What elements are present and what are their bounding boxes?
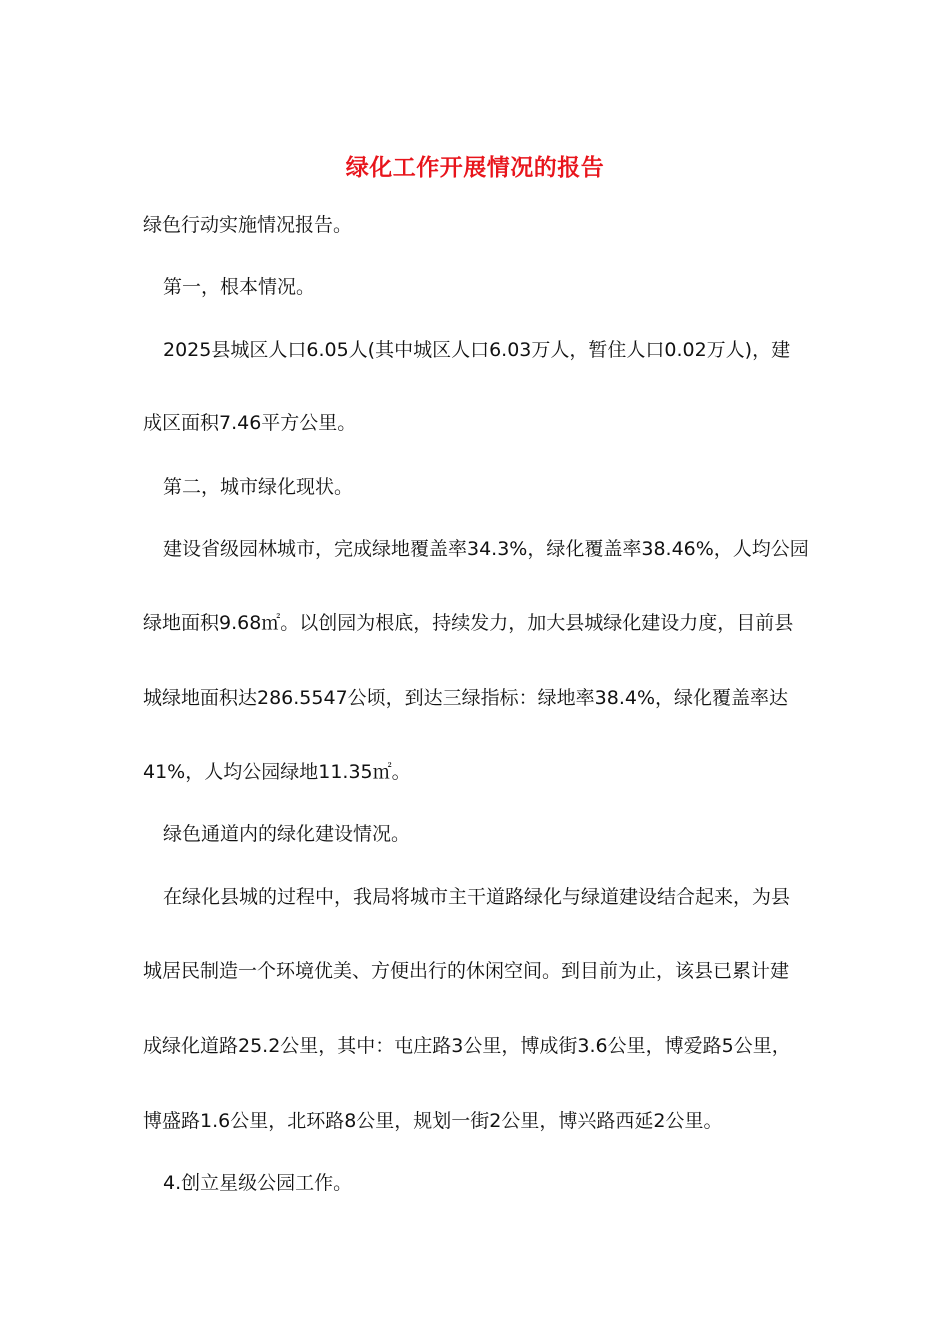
section-heading: 第二，城市绿化现状。 bbox=[163, 476, 354, 498]
paragraph-line: 成区面积7.46平方公里。 bbox=[143, 412, 357, 434]
section-heading: 绿色通道内的绿化建设情况。 bbox=[163, 823, 411, 845]
paragraph-line: 在绿化县城的过程中，我局将城市主干道路绿化与绿道建设结合起来，为县 bbox=[163, 886, 791, 908]
section-heading: 4.创立星级公园工作。 bbox=[163, 1172, 353, 1194]
paragraph-line: 建设省级园林城市，完成绿地覆盖率34.3%，绿化覆盖率38.46%，人均公园 bbox=[163, 538, 809, 560]
paragraph-line: 绿地面积9.68㎡。以创园为根底，持续发力，加大县城绿化建设力度，目前县 bbox=[143, 612, 794, 634]
document-title: 绿化工作开展情况的报告 bbox=[345, 154, 605, 181]
paragraph-line: 绿色行动实施情况报告。 bbox=[143, 214, 353, 236]
paragraph-line: 41%，人均公园绿地11.35㎡。 bbox=[143, 761, 411, 783]
section-heading: 第一，根本情况。 bbox=[163, 276, 316, 298]
paragraph-line: 成绿化道路25.2公里，其中：屯庄路3公里，博成街3.6公里，博爱路5公里， bbox=[143, 1035, 791, 1057]
paragraph-line: 城绿地面积达286.5547公顷，到达三绿指标：绿地率38.4%，绿化覆盖率达 bbox=[143, 687, 789, 709]
paragraph-line: 2025县城区人口6.05人(其中城区人口6.03万人，暂住人口0.02万人)，建 bbox=[163, 339, 791, 361]
paragraph-line: 博盛路1.6公里，北环路8公里，规划一街2公里，博兴路西延2公里。 bbox=[143, 1110, 723, 1132]
paragraph-line: 城居民制造一个环境优美、方便出行的休闲空间。到目前为止，该县已累计建 bbox=[143, 960, 790, 982]
